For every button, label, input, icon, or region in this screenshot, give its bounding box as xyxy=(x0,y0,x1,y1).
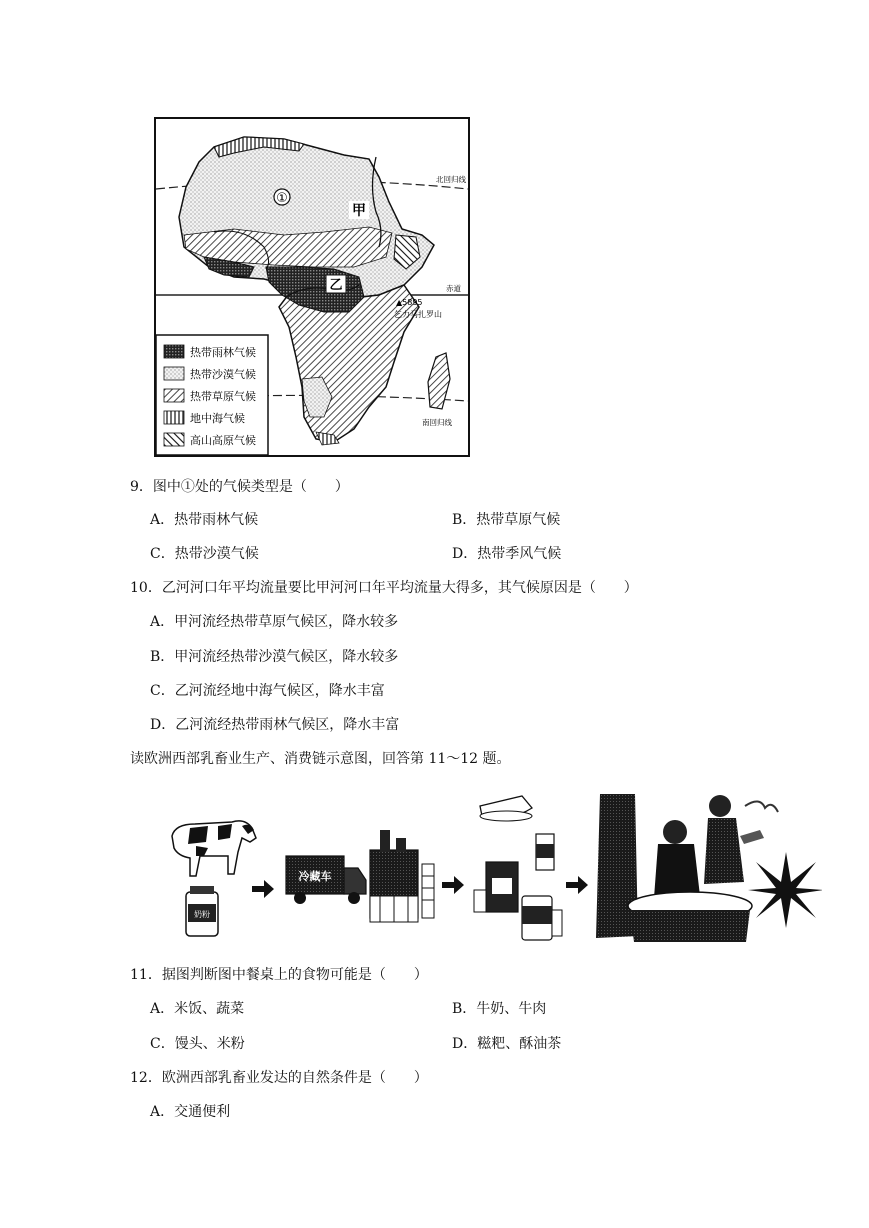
africa-climate-map xyxy=(154,117,470,457)
cow-icon xyxy=(172,821,256,876)
dairy-products-icon xyxy=(474,796,562,940)
arrow-icon xyxy=(566,876,588,894)
question-9-option-a[interactable]: A．热带雨林气候 xyxy=(150,512,259,528)
legend-label-rainforest: 热带雨林气候 xyxy=(190,346,256,359)
question-9-stem: 9．图中①处的气候类型是（ ） xyxy=(130,479,349,495)
question-11-stem: 11．据图判断图中餐桌上的食物可能是（ ） xyxy=(130,967,428,983)
label-tropic-south: 南回归线 xyxy=(422,418,452,427)
legend-swatch-rainforest xyxy=(164,345,184,358)
legend-label-savanna: 热带草原气候 xyxy=(190,390,256,403)
legend-label-highland: 高山高原气候 xyxy=(190,434,256,447)
legend-swatch-savanna xyxy=(164,389,184,402)
section-intro: 读欧洲西部乳畜业生产、消费链示意图，回答第 11～12 题。 xyxy=(130,751,511,767)
arrow-icon xyxy=(442,876,464,894)
truck-label: 冷藏车 xyxy=(298,870,332,883)
legend-swatch-highland xyxy=(164,433,184,446)
label-peak-name: 乞力马扎罗山 xyxy=(394,310,442,319)
milk-powder-can-icon xyxy=(186,886,218,936)
arrow-icon xyxy=(252,880,274,898)
question-9-option-c[interactable]: C．热带沙漠气候 xyxy=(150,546,259,562)
question-10-option-c[interactable]: C．乙河流经地中海气候区，降水丰富 xyxy=(150,683,385,699)
legend-label-mediterranean: 地中海气候 xyxy=(190,412,245,425)
label-tropic-north: 北回归线 xyxy=(436,175,466,184)
dairy-factory-icon xyxy=(370,830,434,922)
legend-label-desert: 热带沙漠气候 xyxy=(190,368,256,381)
question-10-stem: 10．乙河河口年平均流量要比甲河河口年平均流量大得多，其气候原因是（ ） xyxy=(130,580,638,596)
legend-swatch-mediterranean xyxy=(164,411,184,424)
question-10-option-d[interactable]: D．乙河流经热带雨林气候区，降水丰富 xyxy=(150,717,400,733)
dining-scene-icon xyxy=(592,792,822,942)
label-equator: 赤道 xyxy=(446,284,461,293)
label-jia: 甲 xyxy=(352,203,366,219)
refrigerated-truck-icon xyxy=(286,856,366,904)
question-11-option-c[interactable]: C．馒头、米粉 xyxy=(150,1036,245,1052)
label-point-1: ① xyxy=(276,191,288,206)
question-11-option-d[interactable]: D．糍粑、酥油茶 xyxy=(452,1036,562,1052)
question-10-option-b[interactable]: B．甲河流经热带沙漠气候区，降水较多 xyxy=(150,649,399,665)
label-yi: 乙 xyxy=(329,278,343,293)
can-label: 奶粉 xyxy=(194,910,210,919)
question-11-option-b[interactable]: B．牛奶、牛肉 xyxy=(452,1001,547,1017)
question-9-option-d[interactable]: D．热带季风气候 xyxy=(452,546,562,562)
legend-swatch-desert xyxy=(164,367,184,380)
label-peak-height: ▲5895 xyxy=(396,298,423,307)
question-12-stem: 12．欧洲西部乳畜业发达的自然条件是（ ） xyxy=(130,1070,428,1086)
dairy-chain-diagram xyxy=(160,786,822,946)
question-10-option-a[interactable]: A．甲河流经热带草原气候区，降水较多 xyxy=(150,614,399,630)
question-11-option-a[interactable]: A．米饭、蔬菜 xyxy=(150,1001,245,1017)
question-12-option-a[interactable]: A．交通便利 xyxy=(150,1104,231,1120)
map-legend xyxy=(156,335,268,455)
question-9-option-b[interactable]: B．热带草原气候 xyxy=(452,512,561,528)
